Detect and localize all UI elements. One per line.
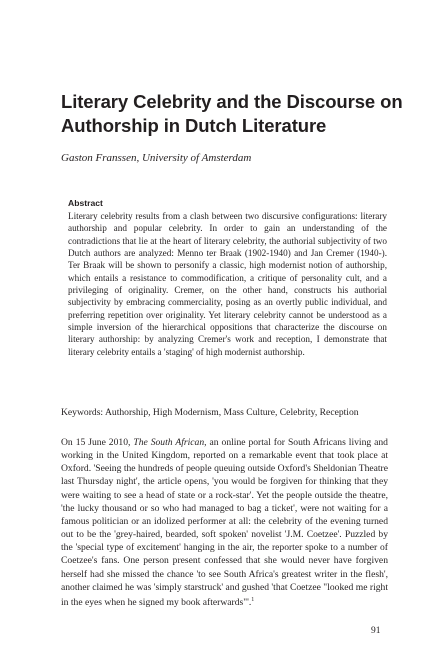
article-title [61, 90, 403, 138]
body-rest: , an online portal for South Africans living and working in the United Kingdom, reported on a remarkable event that took place at Oxford. 'Seeing the hundreds of people queuing outside Oxford's Sheldonian Theatre last Thursday night', the article opens, 'you would be forgiven for thinking that they were waiting to see a head of state or a rock-star'. Yet the people outside the theatre, 'the lucky thousand or so who had managed to bag a ticket', were not waiting for a famous politician or an idolized performer at all: the celebrity of the evening turned out to be the 'grey-haired, bearded, soft spoken' novelist 'J.M. Coetzee'. Puzzled by the 'special type of excitement' hanging in the air, the reporter spoke to a number of Coetzee's fans. One person present confessed that she would never have forgiven herself had she missed the chance 'to see South Africa's greatest writer in the flesh', another claimed he was 'simply starstruck' and gushed 'that Coetzee "looked me right in the eyes when he signed my book afterwards"'. [61, 437, 388, 609]
body-paragraph [61, 436, 388, 609]
article-author: Gaston Franssen, University of Amsterdam [61, 152, 252, 164]
abstract-heading: Abstract [68, 198, 103, 208]
page-number: 91 [371, 626, 381, 636]
footnote-marker: 1 [251, 596, 255, 603]
article-title-line-1: Literary Celebrity and the Discourse on [61, 91, 403, 112]
source-publication: The South African [133, 437, 205, 448]
keywords-line: Keywords: Authorship, High Modernism, Mass Culture, Celebrity, Reception [61, 407, 359, 418]
abstract-text: Literary celebrity results from a clash between two discursive configurations: literary authorship and popular celebrity. In order to gain an understanding of the contradictions that lie at the heart of literary celebrity, the authorial subjectivity of two Dutch authors are analyzed: Menno ter Braak (1902-1940) and Jan Cremer (1940-). Ter Braak will be shown to personify a classic, high modernist notion of authorship, which entails a resistance to commodification, a critique of personality cult, and a privileging of originality. Cremer, on the other hand, constructs his authorial subjectivity by embracing commerciality, posing as an overtly public individual, and preferring repetition over originality. Yet literary celebrity cannot be understood as a simple inversion of the hierarchical oppositions that characterize the discourse on literary authorship: by analyzing Cremer's work and reception, I demonstrate that literary celebrity entails a 'staging' of high modernist authorship. [68, 211, 387, 357]
abstract-section [68, 197, 387, 358]
article-title-line-2: Authorship in Dutch Literature [61, 115, 327, 136]
body-intro: On 15 June 2010, [61, 437, 134, 448]
